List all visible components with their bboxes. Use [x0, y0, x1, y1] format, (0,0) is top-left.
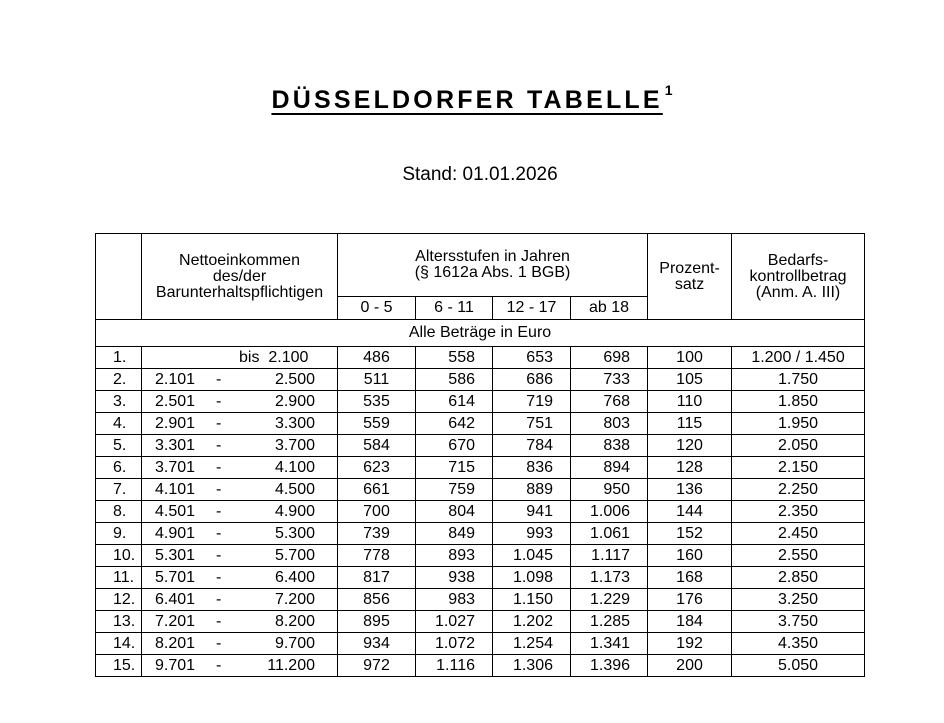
amount-age-0-5: 559 [338, 413, 416, 435]
age-group-ab-18: ab 18 [571, 297, 648, 320]
bedarfskontrollbetrag-value: 1.950 [732, 413, 865, 435]
bedarfskontrollbetrag-value: 2.250 [732, 479, 865, 501]
income-to: 5.300 [274, 525, 315, 542]
income-range [142, 523, 338, 545]
table-row [96, 523, 865, 545]
amount-age-ab-18: 950 [571, 479, 648, 501]
income-from: 3.701 [155, 459, 196, 476]
bedarfskontrollbetrag-value: 1.850 [732, 391, 865, 413]
income-dash: - [216, 459, 222, 476]
amount-age-6-11: 983 [416, 589, 493, 611]
age-group-0-5: 0 - 5 [338, 297, 416, 320]
row-number: 8. [96, 501, 142, 523]
amount-age-6-11: 1.027 [416, 611, 493, 633]
header-income-line3: Barunterhaltspflichtigen [155, 283, 324, 301]
income-dash: - [216, 591, 222, 608]
income-dash: - [216, 525, 222, 542]
amount-age-0-5: 486 [338, 347, 416, 369]
bedarfskontrollbetrag-value: 5.050 [732, 655, 865, 677]
income-dash: - [216, 437, 222, 454]
income-dash: - [216, 569, 222, 586]
header-percent-line1: Prozent- [659, 259, 720, 277]
amount-age-ab-18: 733 [571, 369, 648, 391]
income-to: 8.200 [274, 613, 315, 630]
header-bedarfskontrollbetrag [732, 234, 865, 320]
income-to: 3.300 [274, 415, 315, 432]
amount-age-12-17: 836 [493, 457, 571, 479]
bedarfskontrollbetrag-value: 2.550 [732, 545, 865, 567]
income-range [142, 633, 338, 655]
income-from: 5.301 [155, 547, 196, 564]
table-row [96, 435, 865, 457]
bedarfskontrollbetrag-value: 4.350 [732, 633, 865, 655]
amount-age-ab-18: 1.341 [571, 633, 648, 655]
header-nr-cell [96, 234, 142, 320]
income-from: 2.101 [155, 371, 196, 388]
income-to: 9.700 [274, 635, 315, 652]
bedarfskontrollbetrag-value: 1.200 / 1.450 [732, 347, 865, 369]
euro-note: Alle Beträge in Euro [96, 320, 865, 347]
percent-value: 192 [648, 633, 732, 655]
amount-age-6-11: 1.116 [416, 655, 493, 677]
amount-age-12-17: 1.098 [493, 567, 571, 589]
title-footnote-marker: 1 [664, 82, 673, 98]
row-number: 14. [96, 633, 142, 655]
row-number: 2. [96, 369, 142, 391]
income-range [142, 567, 338, 589]
income-from: 5.701 [155, 569, 196, 586]
income-from: 3.301 [155, 437, 196, 454]
income-range [142, 655, 338, 677]
income-range [142, 501, 338, 523]
amount-age-ab-18: 838 [571, 435, 648, 457]
income-from: 9.701 [155, 657, 196, 674]
amount-age-ab-18: 1.173 [571, 567, 648, 589]
income-range [142, 413, 338, 435]
bedarfskontrollbetrag-value: 2.350 [732, 501, 865, 523]
amount-age-12-17: 653 [493, 347, 571, 369]
amount-age-12-17: 719 [493, 391, 571, 413]
amount-age-0-5: 623 [338, 457, 416, 479]
header-income-line2: des/der [212, 267, 267, 285]
amount-age-6-11: 1.072 [416, 633, 493, 655]
percent-value: 144 [648, 501, 732, 523]
duesseldorf-table [95, 233, 865, 677]
amount-age-0-5: 739 [338, 523, 416, 545]
amount-age-12-17: 1.254 [493, 633, 571, 655]
percent-value: 160 [648, 545, 732, 567]
income-from: 2.901 [155, 415, 196, 432]
income-from: 4.101 [155, 481, 196, 498]
amount-age-12-17: 686 [493, 369, 571, 391]
bedarfskontrollbetrag-value: 2.850 [732, 567, 865, 589]
title-text: DÜSSELDORFER TABELLE [271, 86, 663, 114]
amount-age-6-11: 670 [416, 435, 493, 457]
percent-value: 176 [648, 589, 732, 611]
header-age-line1: Altersstufen in Jahren [415, 248, 570, 265]
percent-value: 136 [648, 479, 732, 501]
amount-age-6-11: 586 [416, 369, 493, 391]
income-to: 11.200 [267, 657, 315, 674]
percent-value: 100 [648, 347, 732, 369]
income-dash: - [216, 635, 222, 652]
income-to: 6.400 [274, 569, 315, 586]
table-row [96, 545, 865, 567]
row-number: 10. [96, 545, 142, 567]
amount-age-12-17: 1.045 [493, 545, 571, 567]
amount-age-0-5: 895 [338, 611, 416, 633]
amount-age-12-17: 941 [493, 501, 571, 523]
table-row [96, 611, 865, 633]
income-to: 3.700 [274, 437, 315, 454]
income-dash: - [216, 503, 222, 520]
income-range [142, 479, 338, 501]
percent-value: 200 [648, 655, 732, 677]
header-age [338, 234, 648, 297]
amount-age-12-17: 1.150 [493, 589, 571, 611]
income-from: 6.401 [155, 591, 196, 608]
amount-age-0-5: 535 [338, 391, 416, 413]
amount-age-6-11: 849 [416, 523, 493, 545]
amount-age-6-11: 893 [416, 545, 493, 567]
table-row [96, 567, 865, 589]
table-row [96, 501, 865, 523]
amount-age-12-17: 784 [493, 435, 571, 457]
table-row [96, 655, 865, 677]
stand-date: Stand: 01.01.2026 [402, 164, 558, 185]
header-income [142, 234, 338, 320]
amount-age-0-5: 511 [338, 369, 416, 391]
income-range [142, 457, 338, 479]
row-number: 13. [96, 611, 142, 633]
amount-age-ab-18: 803 [571, 413, 648, 435]
income-dash: - [216, 613, 222, 630]
income-dash: - [216, 481, 222, 498]
amount-age-12-17: 993 [493, 523, 571, 545]
income-range [142, 435, 338, 457]
amount-age-12-17: 1.306 [493, 655, 571, 677]
bedarfskontrollbetrag-value: 3.750 [732, 611, 865, 633]
age-group-12-17: 12 - 17 [493, 297, 571, 320]
income-from: 7.201 [155, 613, 196, 630]
percent-value: 115 [648, 413, 732, 435]
income-from: 2.501 [155, 393, 196, 410]
table-row [96, 391, 865, 413]
row-number: 15. [96, 655, 142, 677]
income-range [142, 369, 338, 391]
amount-age-0-5: 778 [338, 545, 416, 567]
income-to: 5.700 [274, 547, 315, 564]
amount-age-0-5: 856 [338, 589, 416, 611]
age-group-6-11: 6 - 11 [416, 297, 493, 320]
income-to: bis 2.100 [239, 349, 309, 366]
income-dash: - [216, 415, 222, 432]
income-range [142, 589, 338, 611]
page-title [0, 82, 944, 115]
amount-age-ab-18: 1.061 [571, 523, 648, 545]
bedarfskontrollbetrag-value: 2.050 [732, 435, 865, 457]
row-number: 7. [96, 479, 142, 501]
header-bkb-line1: Bedarfs- [767, 251, 829, 269]
row-number: 11. [96, 567, 142, 589]
amount-age-0-5: 700 [338, 501, 416, 523]
percent-value: 120 [648, 435, 732, 457]
table-row [96, 589, 865, 611]
amount-age-6-11: 938 [416, 567, 493, 589]
amount-age-ab-18: 768 [571, 391, 648, 413]
income-to: 2.500 [274, 371, 315, 388]
amount-age-0-5: 817 [338, 567, 416, 589]
income-dash: - [216, 371, 222, 388]
amount-age-12-17: 889 [493, 479, 571, 501]
amount-age-ab-18: 698 [571, 347, 648, 369]
header-percent [648, 234, 732, 320]
income-from: 4.501 [155, 503, 196, 520]
header-income-line1: Nettoeinkommen [179, 251, 300, 269]
income-range [142, 611, 338, 633]
percent-value: 152 [648, 523, 732, 545]
percent-value: 105 [648, 369, 732, 391]
bedarfskontrollbetrag-value: 2.450 [732, 523, 865, 545]
income-to: 4.900 [274, 503, 315, 520]
amount-age-6-11: 715 [416, 457, 493, 479]
amount-age-6-11: 558 [416, 347, 493, 369]
row-number: 12. [96, 589, 142, 611]
income-from: 8.201 [155, 635, 196, 652]
table-row [96, 413, 865, 435]
percent-value: 110 [648, 391, 732, 413]
table-row [96, 633, 865, 655]
amount-age-ab-18: 1.117 [571, 545, 648, 567]
header-bkb-line3: (Anm. A. III) [755, 283, 841, 301]
income-to: 2.900 [274, 393, 315, 410]
income-from: 4.901 [155, 525, 196, 542]
amount-age-12-17: 1.202 [493, 611, 571, 633]
amount-age-6-11: 759 [416, 479, 493, 501]
amount-age-0-5: 584 [338, 435, 416, 457]
amount-age-12-17: 751 [493, 413, 571, 435]
amount-age-6-11: 642 [416, 413, 493, 435]
percent-value: 184 [648, 611, 732, 633]
income-to: 4.500 [274, 481, 315, 498]
row-number: 4. [96, 413, 142, 435]
amount-age-ab-18: 1.396 [571, 655, 648, 677]
header-bkb-line2: kontrollbetrag [749, 267, 847, 285]
table-row [96, 369, 865, 391]
header-percent-line2: satz [674, 275, 705, 293]
amount-age-ab-18: 1.229 [571, 589, 648, 611]
income-to: 7.200 [274, 591, 315, 608]
bedarfskontrollbetrag-value: 1.750 [732, 369, 865, 391]
income-dash: - [216, 547, 222, 564]
bedarfskontrollbetrag-value: 3.250 [732, 589, 865, 611]
income-to: 4.100 [274, 459, 315, 476]
row-number: 6. [96, 457, 142, 479]
row-number: 1. [96, 347, 142, 369]
income-dash: - [216, 393, 222, 410]
row-number: 3. [96, 391, 142, 413]
income-range [142, 391, 338, 413]
amount-age-6-11: 804 [416, 501, 493, 523]
amount-age-ab-18: 1.285 [571, 611, 648, 633]
table-row [96, 479, 865, 501]
amount-age-ab-18: 894 [571, 457, 648, 479]
income-dash: - [216, 657, 222, 674]
percent-value: 128 [648, 457, 732, 479]
row-number: 9. [96, 523, 142, 545]
row-number: 5. [96, 435, 142, 457]
table-row [96, 347, 865, 369]
table-row [96, 457, 865, 479]
amount-age-0-5: 661 [338, 479, 416, 501]
amount-age-6-11: 614 [416, 391, 493, 413]
amount-age-0-5: 934 [338, 633, 416, 655]
amount-age-ab-18: 1.006 [571, 501, 648, 523]
header-age-line2: (§ 1612a Abs. 1 BGB) [414, 264, 571, 281]
percent-value: 168 [648, 567, 732, 589]
amount-age-0-5: 972 [338, 655, 416, 677]
income-range [142, 545, 338, 567]
income-range [142, 347, 338, 369]
bedarfskontrollbetrag-value: 2.150 [732, 457, 865, 479]
